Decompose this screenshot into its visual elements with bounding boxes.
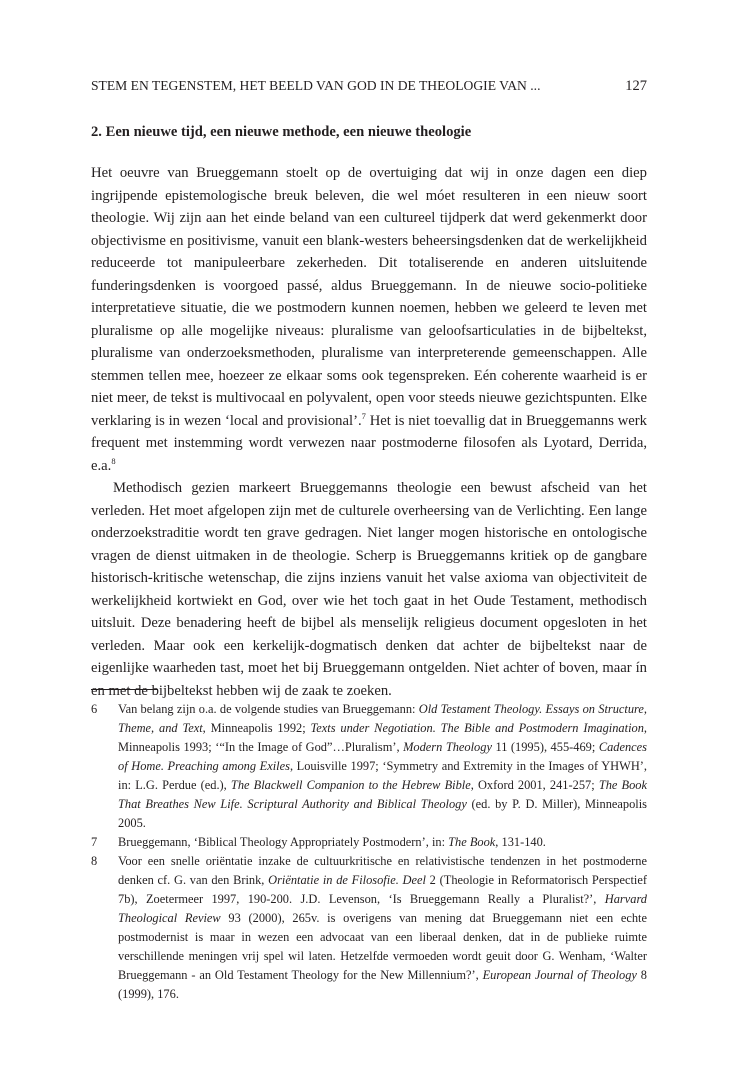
footnote-number: 7: [91, 835, 98, 849]
footnote-title-italic: European Journal of Theology: [482, 968, 637, 982]
section-heading: 2. Een nieuwe tijd, een nieuwe methode, een nieuwe theologie: [91, 124, 472, 140]
footnote-text-run: 8 (1999), 176.: [118, 968, 648, 1001]
footnote-number: 8: [91, 854, 98, 868]
footnote-6: [91, 700, 647, 833]
paragraph-1: [91, 162, 647, 477]
footnote-text-run: , Minneapolis 1992;: [202, 721, 311, 735]
footnote-text: [118, 702, 647, 830]
footnote-text-run: , Oxford 2001, 241-257;: [470, 778, 599, 792]
running-head-title: STEM EN TEGENSTEM, HET BEELD VAN GOD IN DE THEOLOGIE VAN ...: [91, 78, 541, 93]
footnote-title-italic: The Book That Breathes New Life. Scriptural Authority and Biblical Theology: [118, 778, 647, 811]
footnote-title-italic: Harvard Theological Review: [118, 892, 647, 925]
footnote-title-italic: Old Testament Theology. Essays on Structure, Theme, and Text: [118, 702, 648, 735]
footnote-title-italic: Cadences of Home. Preaching among Exiles: [118, 740, 647, 773]
footnote-title-italic: Modern Theology: [403, 740, 492, 754]
footnote-ref-7[interactable]: 7: [361, 410, 366, 421]
footnote-title-italic: Oriëntatie in de Filosofie. Deel: [268, 873, 426, 887]
footnote-text-run: 93 (2000), 265v. is overigens van mening dat Brueggemann niet een echte postmodernist is maar in wezen een advocaat van een liberaal denken, dat in de publieke ruimte verschillende meningen vrij spel wil laten. Hetzelfde vermoeden wordt geuit door G. Wenham, ‘Walter Brueggemann - an Old Testament Theology for the New Millennium?’,: [118, 911, 647, 982]
footnote-text-run: Van belang zijn o.a. de volgende studies van Brueggemann:: [118, 702, 419, 716]
page-number: 127: [625, 78, 647, 94]
footnote-title-italic: Texts under Negotiation. The Bible and Postmodern Imagination: [310, 721, 644, 735]
footnote-text-run: Brueggemann, ‘Biblical Theology Appropriately Postmodern’, in:: [118, 835, 449, 849]
paragraph-1-text-a: Het oeuvre van Brueggemann stoelt op de overtuiging dat wij in onze dagen een diep ingrijpende epistemologische breuk beleven, die wel móet resulteren in een nieuw soort theologie. Wij zijn aan het einde beland van een cultureel tijdperk dat werd gekenmerkt door objectivisme en positivisme, vanuit een blank-westers beheersingsdenken dat de werkelijkheid reduceerde tot manipuleerbare zekerheden. Dit totaliserende en anderen uitsluitende funderingsdenken is voorgoed passé, aldus Brueggemann. In de nieuwe socio-politieke interpretatieve situatie, die we postmodern kunnen noemen, hebben we geleerd te leven met pluralisme op alle mogelijke niveaus: pluralisme van geloofsarticulaties in de bijbeltekst, pluralisme van onderzoeksmethoden, pluralisme van interpreterende gemeenschappen. Alle stemmen tellen mee, hoezeer ze elkaar soms ook tegenspreken. Eén coherente waarheid is er niet meer, de tekst is multivocaal en polyvalent, open voor steeds nieuwe gezichtspunten. Elke verklaring is in wezen ‘local and provisional’.: [91, 165, 647, 429]
footnotes: [91, 700, 647, 1004]
footnote-text: [118, 835, 546, 849]
footnote-number: 6: [91, 702, 98, 716]
footnote-text: [118, 854, 647, 1001]
body-text: [91, 162, 647, 702]
footnote-divider: [91, 689, 158, 690]
footnote-text-run: 11 (1995), 455-469;: [491, 740, 599, 754]
paragraph-2: Methodisch gezien markeert Brueggemanns theologie een bewust afscheid van het verleden. Het moet afgelopen zijn met de culturele overheersing van de Verlichting. Een lange onderzoekstraditie wordt ten grave gedragen. Niet langer mogen historische en ontologische vragen de dienst uitmaken in de theologie. Scherp is Brueggemanns kritiek op de gangbare historisch-kritische wetenschap, die zijns inziens vanuit het valse axioma van objectiviteit de werkelijkheid kortwiekt en God, over wie het toch gaat in het Oude Testament, methodisch uitsluit. Deze benadering heeft de bijbel als menselijk religieus document opgesloten in het verleden. Maar ook een kerkelijk-dogmatisch denken dat achter de bijbeltekst naar de eigenlijke waarheden tast, moet het bij Brueggemann ontgelden. Niet achter of boven, maar ín en met de bijbeltekst hebben wij de zaak te zoeken.: [91, 480, 647, 699]
footnote-title-italic: The Book: [448, 835, 496, 849]
footnote-8: [91, 852, 647, 1004]
footnote-title-italic: The Blackwell Companion to the Hebrew Bible: [230, 778, 471, 792]
footnote-text-run: , Louisville 1997; ‘Symmetry and Extremity in the Images of YHWH’, in: L.G. Perdue (ed.),: [118, 759, 647, 792]
footnote-7: [91, 833, 647, 852]
footnote-text-run: 2 (Theologie in Reformatorisch Perspectief 7b), Zoetermeer 1997, 190-200. J.D. Levenson, ‘Is Brueggemann Really a Pluralist?’,: [118, 873, 647, 906]
paragraph-1-text-b: Het is niet toevallig dat in Brueggemanns werk frequent met instemming wordt verwezen naar postmoderne filosofen als Lyotard, Derrida, e.a.: [91, 412, 648, 474]
running-head: [91, 78, 647, 98]
footnote-text-run: Voor een snelle oriëntatie inzake de cultuurkritische en relativistische tendenzen in het postmoderne denken cf. G. van den Brink,: [118, 854, 647, 887]
footnote-text-run: (ed. by P. D. Miller), Minneapolis 2005.: [118, 797, 647, 830]
footnote-text-run: , 131-140.: [495, 835, 546, 849]
footnote-ref-8[interactable]: 8: [111, 455, 116, 466]
footnote-text-run: , Minneapolis 1993; ‘“In the Image of God”…Pluralism’,: [118, 721, 648, 754]
